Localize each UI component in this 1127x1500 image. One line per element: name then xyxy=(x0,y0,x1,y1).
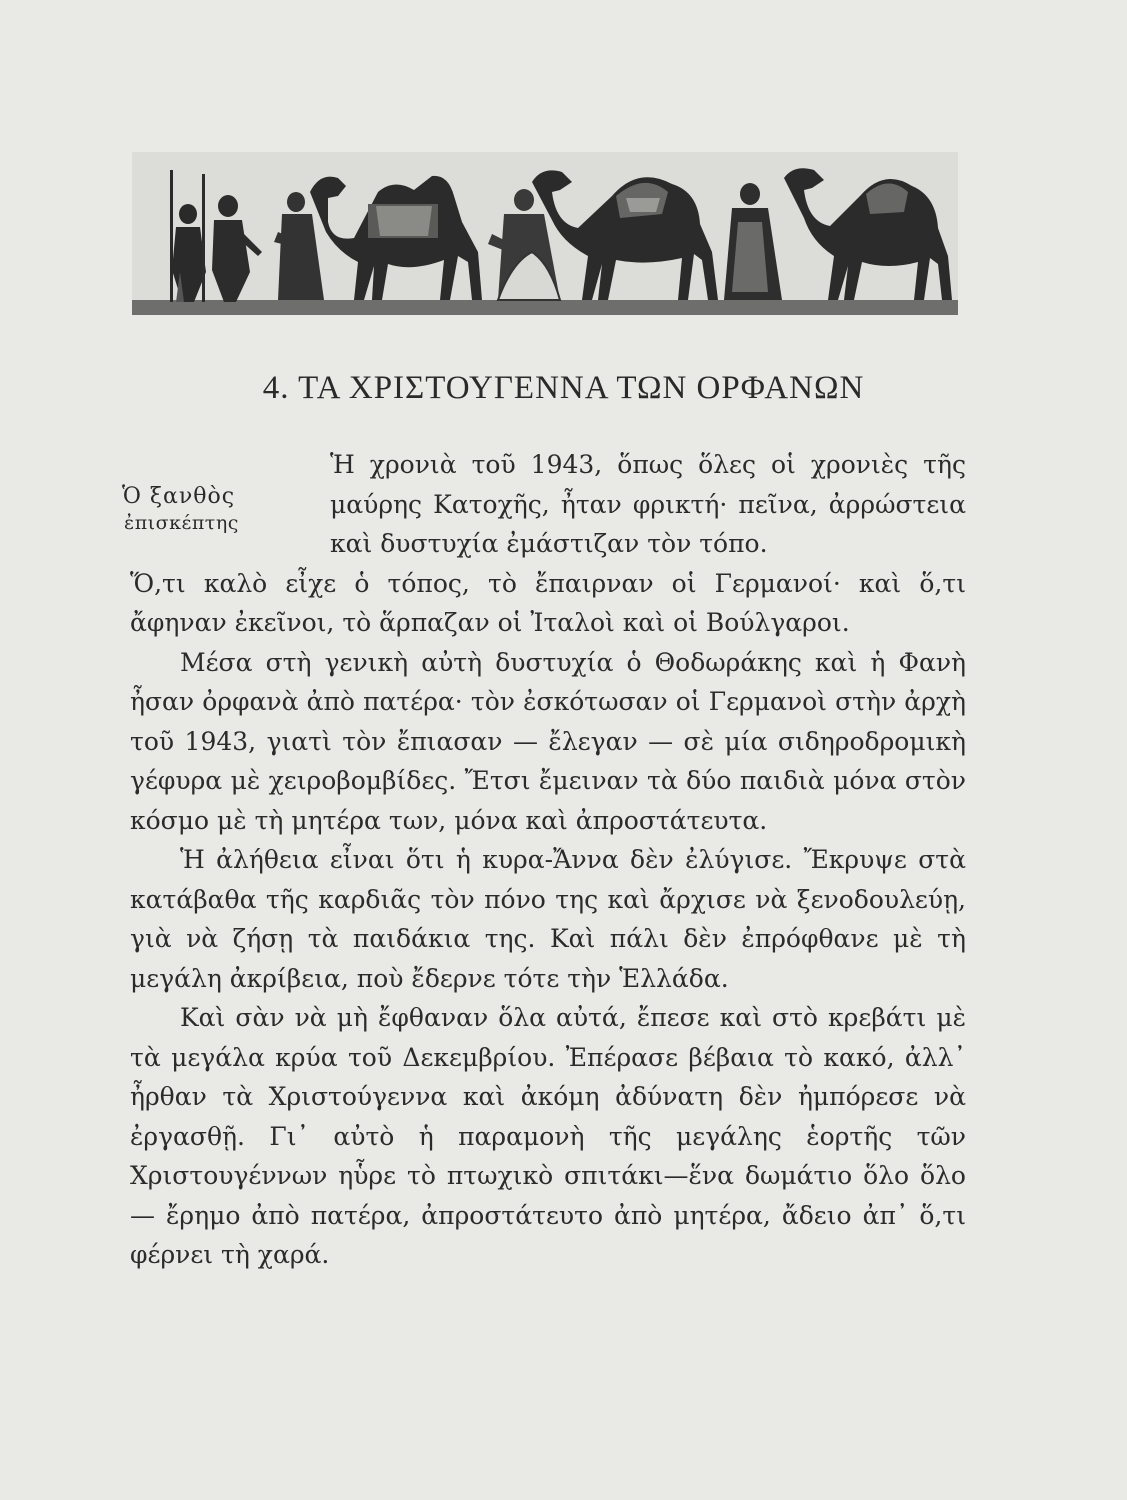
camel-figure-1 xyxy=(310,176,482,300)
paragraph-4: Καὶ σὰν νὰ μὴ ἔφθαναν ὅλα αὐτά, ἔπεσε καὶ στὸ κρεβάτι μὲ τὰ μεγάλα κρύα τοῦ Δεκεμβρίου. Ἐπέρασε βέβαια τὸ κακό, ἀλλ᾽ ἦρθαν τὰ Χριστούγεννα καὶ ἀκόμη ἀδύνατη δὲν ἠμπόρεσε νὰ ἐργασθῇ. Γι᾽ αὐτὸ ἡ παραμονὴ τῆς μεγάλης ἑορτῆς τῶν Χριστουγέννων ηὗρε τὸ πτωχικὸ σπιτάκι—ἕνα δωμάτιο ὅλο ὅλο — ἔρημο ἀπὸ πατέρα, ἀπροστάτευτο ἀπὸ μητέρα, ἄδειο ἀπ᾽ ὅ,τι φέρνει τὴ χαρά. xyxy=(130,1003,966,1269)
shepherd-figure-1 xyxy=(170,170,206,302)
paragraph-3: Ἡ ἀλήθεια εἶναι ὅτι ἡ κυρα-Ἄννα δὲν ἐλύγισε. Ἔκρυψε στὰ κατάβαθα τῆς καρδιᾶς τὸν πόνο της καὶ ἄρχισε νὰ ξενοδουλεύῃ, γιὰ νὰ ζήσῃ τὰ παιδάκια της. Καὶ πάλι δὲν ἐπρόφθανε μὲ τὴ μεγάλη ἀκρίβεια, ποὺ ἔδερνε τότε τὴν Ἑλλάδα. xyxy=(130,845,966,993)
ground-strip xyxy=(132,300,958,315)
paragraph-1-rest: Ὅ,τι καλὸ εἶχε ὁ τόπος, τὸ ἔπαιρναν οἱ Γερμανοί· καὶ ὅ,τι ἄφηναν ἐκεῖνοι, τὸ ἅρπαζαν οἱ Ἰταλοὶ καὶ οἱ Βούλγαροι. xyxy=(130,568,966,637)
paragraph-1-lead: Ἡ χρονιὰ τοῦ 1943, ὅπως ὅλες οἱ χρονιὲς τῆς μαύρης Κατοχῆς, ἦταν φρικτή· πεῖνα, ἀρρώστεια καὶ δυστυχία ἐμάστιζαν τὸν τόπο. xyxy=(330,450,966,558)
margin-note-line-1: Ὁ ξανθὸς xyxy=(122,484,236,509)
body-text xyxy=(130,445,966,1275)
camel-figure-2 xyxy=(532,170,718,300)
magi-caravan-illustration xyxy=(132,152,958,315)
caravan-drawing xyxy=(132,152,958,315)
margin-note-line-2: ἐπισκέπτης xyxy=(124,512,239,534)
chapter-title: 4. ΤΑ ΧΡΙΣΤΟΥΓΕΝΝΑ ΤΩΝ ΟΡΦΑΝΩΝ xyxy=(262,370,865,406)
shepherd-figure-2 xyxy=(202,174,262,302)
paragraph-2: Μέσα στὴ γενικὴ αὐτὴ δυστυχία ὁ Θοδωράκης καὶ ἡ Φανὴ ἦσαν ὀρφανὰ ἀπὸ πατέρα· τὸν ἐσκότωσαν οἱ Γερμανοὶ στὴν ἀρχὴ τοῦ 1943, γιατὶ τὸν ἔπιασαν — ἔλεγαν — σὲ μία σιδηροδρομικὴ γέφυρα μὲ χειροβομβίδες. Ἔτσι ἔμειναν τὰ δύο παιδιὰ μόνα στὸν κόσμο μὲ τὴ μητέρα των, μόνα καὶ ἀπροστάτευτα. xyxy=(130,647,966,835)
paragraph-1 xyxy=(130,445,966,643)
camel-figure-3 xyxy=(784,168,952,300)
magus-figure-3 xyxy=(724,183,782,300)
